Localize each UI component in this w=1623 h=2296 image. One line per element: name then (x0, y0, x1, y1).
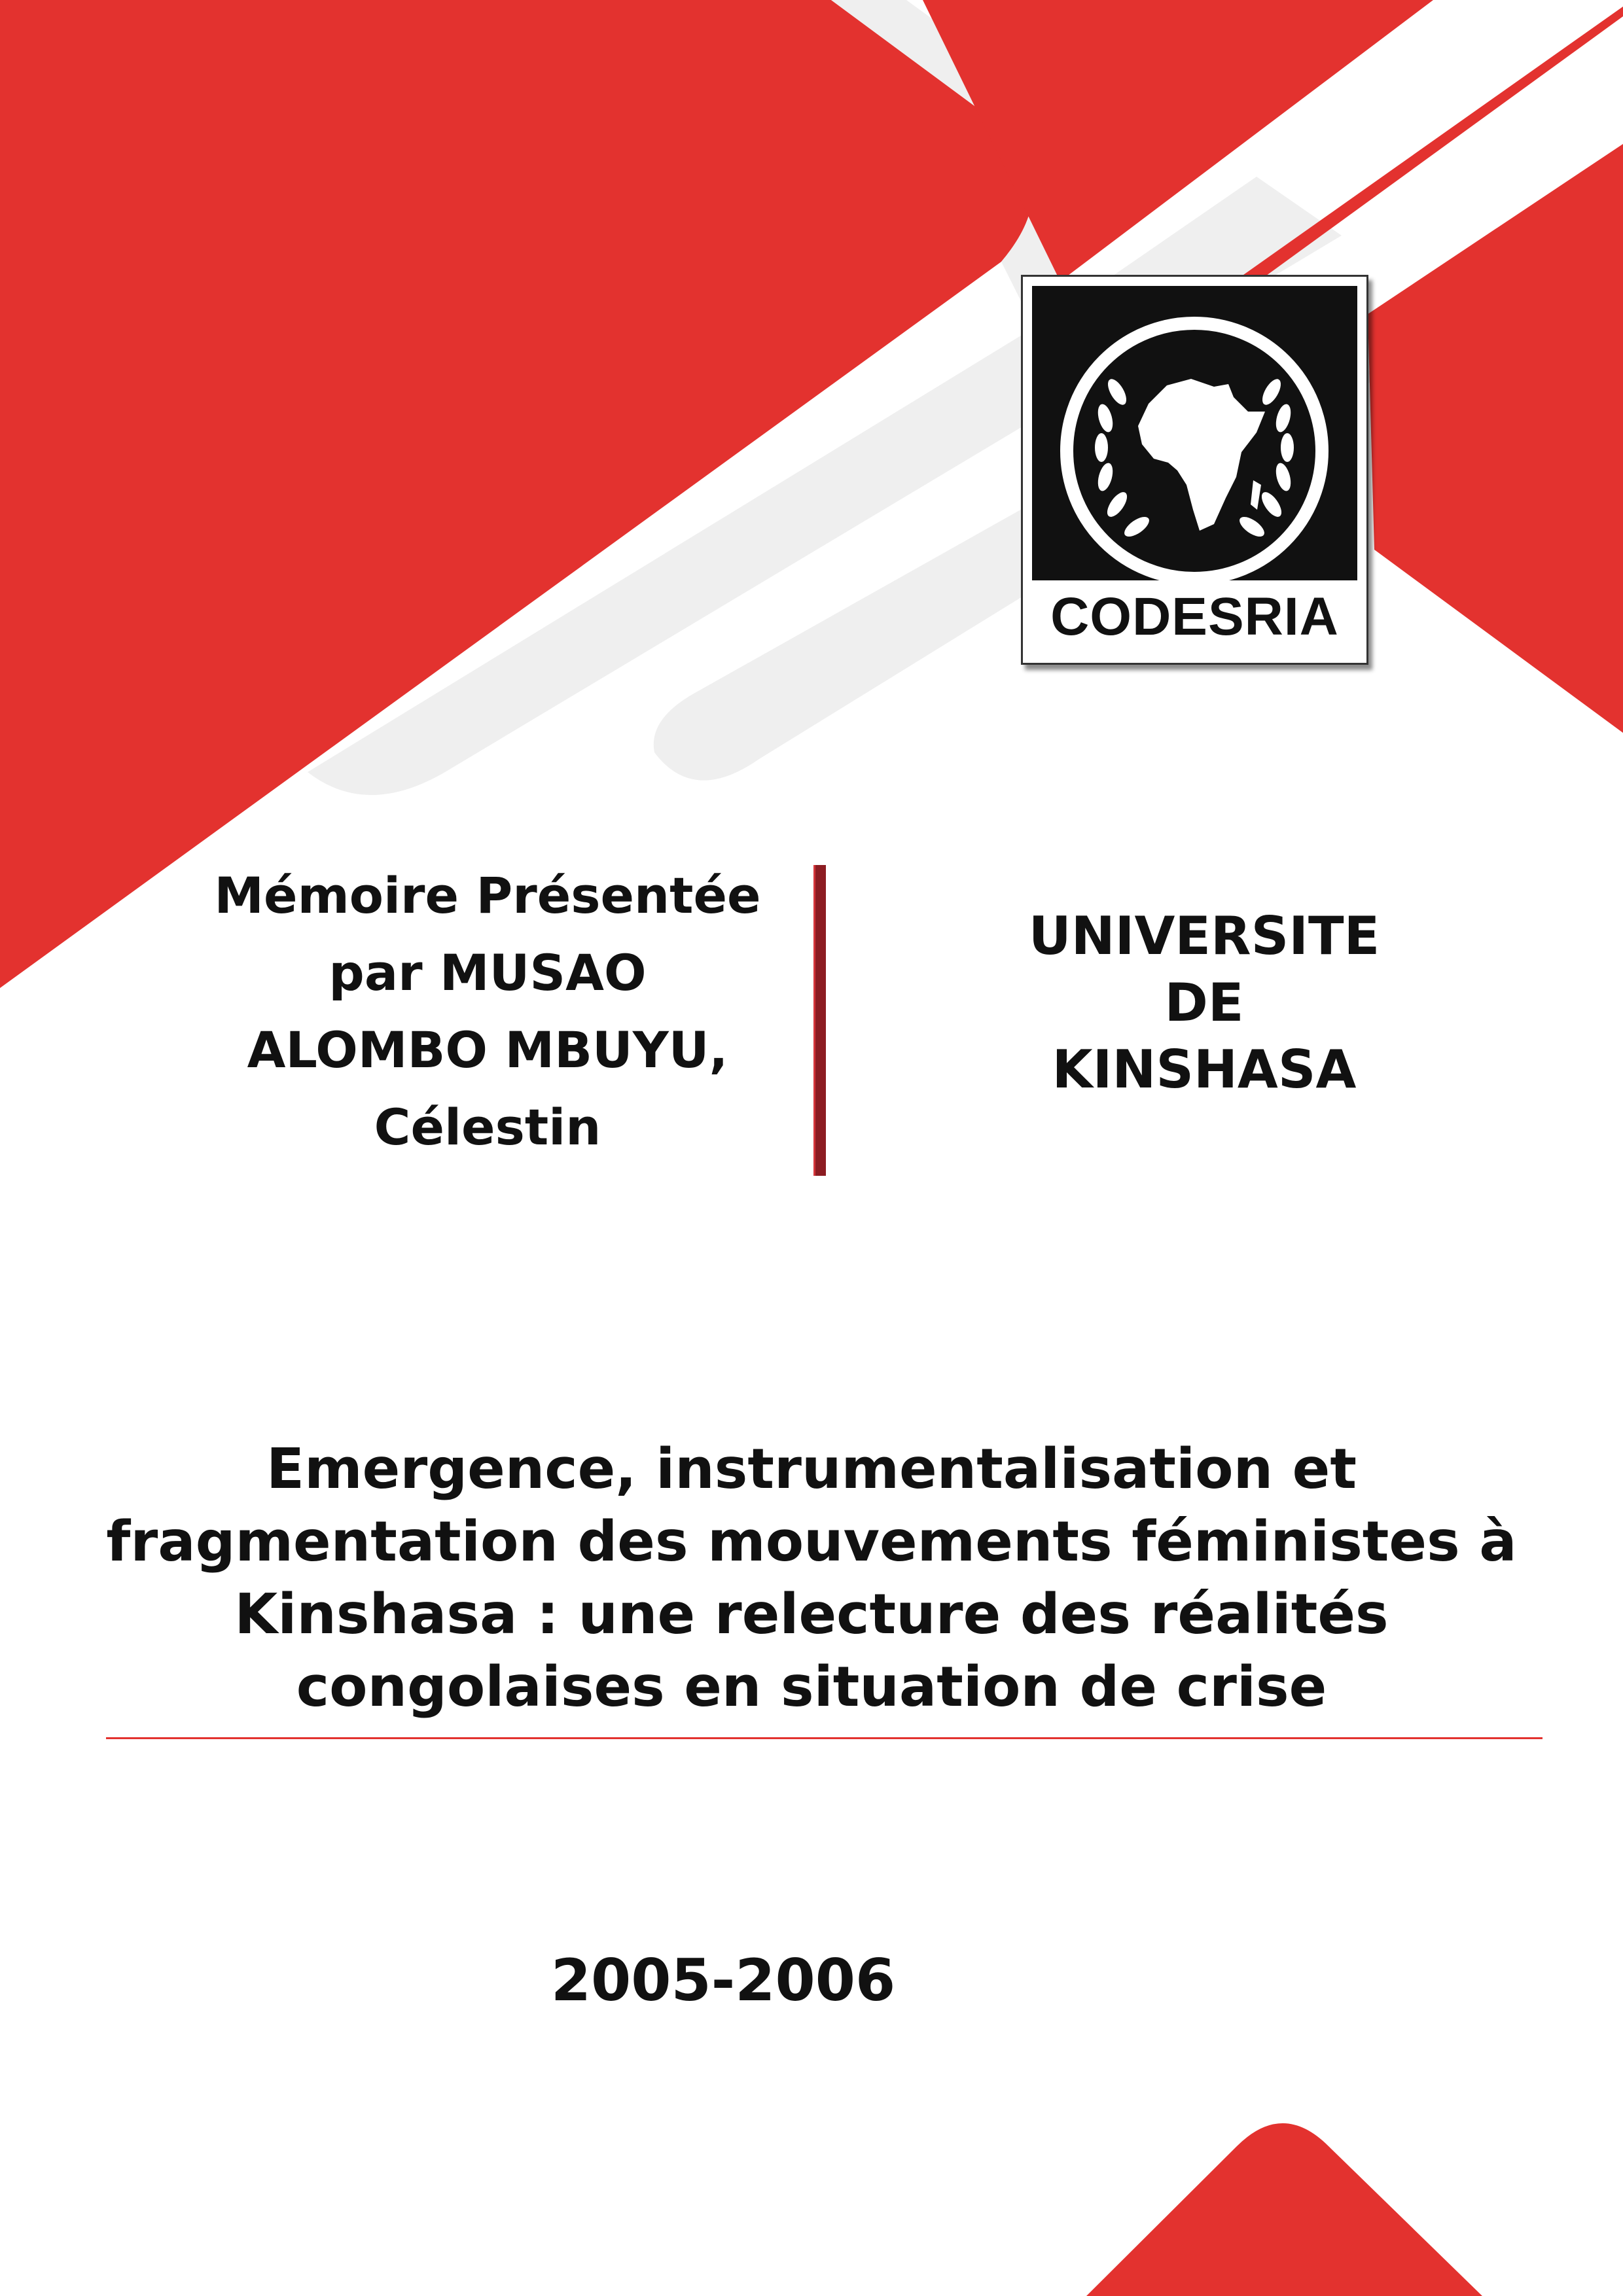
vertical-divider (813, 865, 826, 1176)
logo-wordmark: CODESRIA (1032, 580, 1357, 654)
logo-panel (1032, 286, 1357, 654)
title-underline (106, 1737, 1543, 1739)
red-bottom-triangle (1086, 2123, 1482, 2296)
africa-wreath-icon (1057, 313, 1332, 588)
university-name: UNIVERSITE DE KINSHASA (1028, 906, 1380, 1100)
author-block: Mémoire Présentée par MUSAO ALOMBO MBUYU, Célestin (214, 866, 761, 1156)
red-right-triangle (1368, 144, 1623, 733)
thesis-title: Emergence, instrumentalisation et fragmentation des mouvements féministes à Kinshasa : une relecture des réalités congolaises en situation de crise (106, 1437, 1517, 1720)
academic-year: 2005-2006 (550, 1947, 896, 2014)
codesria-logo (1021, 275, 1368, 665)
